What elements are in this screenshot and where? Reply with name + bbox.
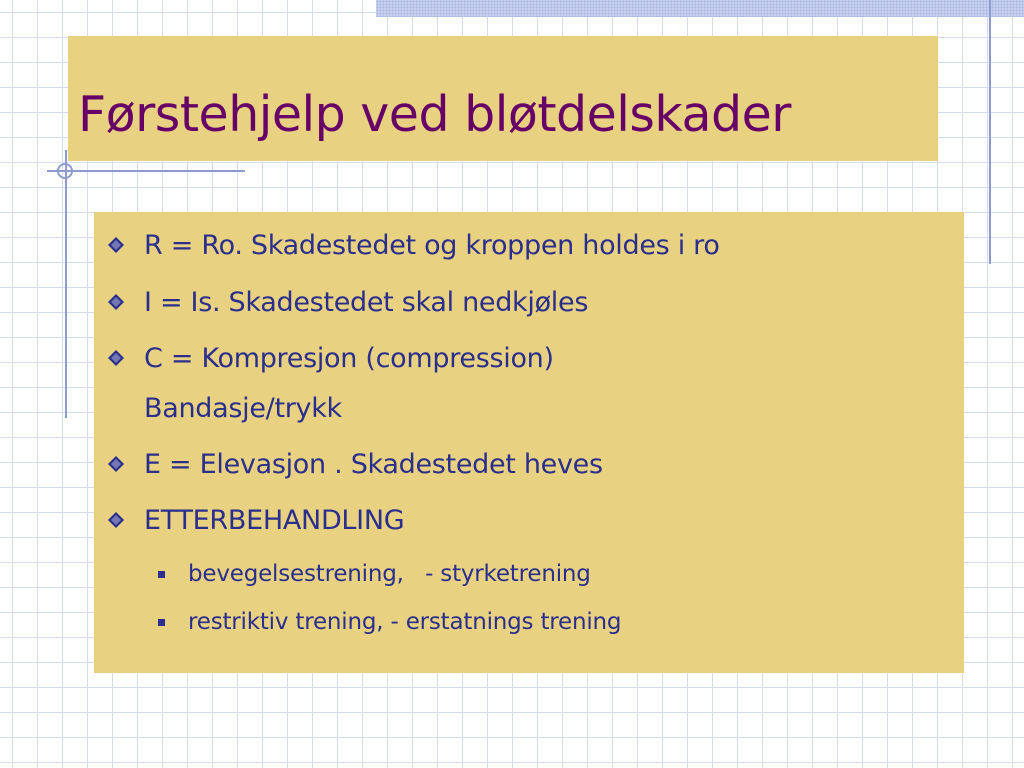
bullet-text: I = Is. Skadestedet skal nedkjøles — [144, 287, 589, 318]
bullet-continuation — [144, 384, 342, 434]
bullet-item — [144, 496, 404, 546]
bullet-text: E = Elevasjon . Skadestedet heves — [144, 449, 603, 480]
bullet-item — [144, 278, 588, 328]
sub-bullet-item — [188, 559, 591, 589]
sub-bullet-item — [188, 607, 621, 637]
decorative-vertical-line-left — [65, 150, 67, 418]
diamond-bullet-icon — [108, 456, 124, 472]
bullet-text: R = Ro. Skadestedet og kroppen holdes i ro — [144, 230, 720, 261]
bullet-item — [144, 334, 554, 384]
square-bullet-icon — [158, 619, 165, 626]
bullet-text: ETTERBEHANDLING — [144, 505, 405, 536]
diamond-bullet-icon — [108, 237, 124, 253]
diamond-bullet-icon — [108, 294, 124, 310]
diamond-bullet-icon — [108, 350, 124, 366]
decorative-vertical-line-right — [989, 0, 991, 264]
title-panel — [68, 36, 938, 161]
slide-title: Førstehjelp ved bløtdelskader — [78, 86, 791, 143]
bullet-item — [144, 440, 603, 490]
bullet-text: Bandasje/trykk — [144, 393, 342, 424]
bullet-item — [144, 221, 720, 271]
sub-bullet-text: bevegelsestrening, - styrketrening — [188, 561, 591, 587]
square-bullet-icon — [158, 571, 165, 578]
decorative-top-strip — [376, 0, 1024, 17]
decorative-ring — [57, 163, 73, 179]
bullet-text: C = Kompresjon (compression) — [144, 343, 554, 374]
decorative-horizontal-line — [47, 170, 245, 172]
content-panel — [94, 212, 964, 673]
sub-bullet-text: restriktiv trening, - erstatnings trening — [188, 609, 622, 635]
diamond-bullet-icon — [108, 512, 124, 528]
